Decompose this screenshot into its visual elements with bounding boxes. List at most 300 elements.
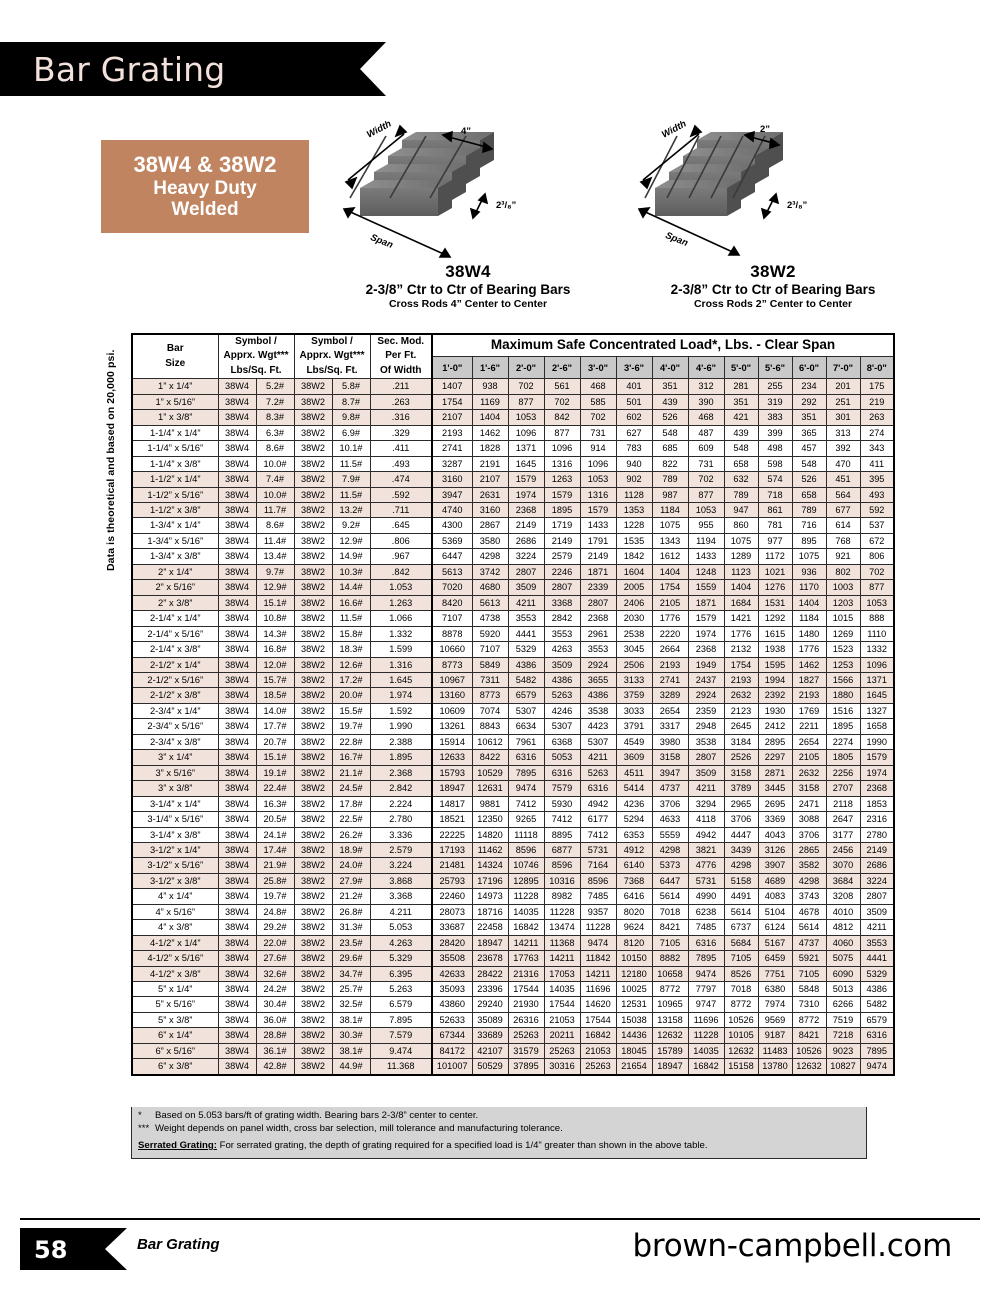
header-span-8: 4'-6" [688,357,724,379]
grating-illustration-38w2-svg [625,118,875,268]
cell-load-span-9: 2132 [724,642,758,657]
cell-symbol-38w2: 38W2 [294,657,332,672]
cell-load-span-2: 23396 [472,982,508,997]
cell-load-span-8: 6238 [688,904,724,919]
cell-load-span-1: 101007 [432,1059,472,1075]
cell-section-modulus: .711 [370,502,432,517]
cell-load-span-6: 21654 [616,1059,652,1075]
cell-load-span-5: 2961 [580,626,616,641]
header-span-7: 4'-0" [652,357,688,379]
cell-load-span-8: 7485 [688,920,724,935]
cell-load-span-8: 4211 [688,781,724,796]
cell-weight-38w4: 22.4# [256,781,294,796]
cell-symbol-38w4: 38W4 [218,750,256,765]
cell-load-span-8: 9474 [688,966,724,981]
cell-load-span-10: 1021 [758,564,792,579]
cell-symbol-38w4: 38W4 [218,1059,256,1075]
cell-load-span-3: 16842 [508,920,544,935]
cell-load-span-11: 1827 [792,672,826,687]
cell-symbol-38w2: 38W2 [294,456,332,471]
cell-load-span-6: 8120 [616,935,652,950]
cell-load-span-13: 1853 [860,796,894,811]
cell-symbol-38w2: 38W2 [294,472,332,487]
table-row [132,518,894,533]
cell-load-span-7: 1776 [652,611,688,626]
cell-load-span-3: 1645 [508,456,544,471]
table-row [132,719,894,734]
cell-load-span-7: 2654 [652,703,688,718]
cell-load-span-9: 421 [724,410,758,425]
cell-load-span-13: 5482 [860,997,894,1012]
cell-load-span-3: 9265 [508,812,544,827]
cell-load-span-7: 13158 [652,1012,688,1027]
page-tab-notch-decoration [105,1228,127,1270]
cell-load-span-1: 2107 [432,410,472,425]
cell-load-span-7: 5559 [652,827,688,842]
cell-load-span-2: 10529 [472,765,508,780]
table-row [132,796,894,811]
cell-load-span-3: 10746 [508,858,544,873]
cell-load-span-3: 2368 [508,502,544,517]
cell-load-span-3: 26316 [508,1012,544,1027]
cell-load-span-13: 343 [860,441,894,456]
cell-load-span-1: 15793 [432,765,472,780]
table-row [132,951,894,966]
cell-load-span-5: 1433 [580,518,616,533]
cell-load-span-1: 6447 [432,549,472,564]
cell-load-span-1: 7107 [432,611,472,626]
cell-load-span-4: 1895 [544,502,580,517]
cell-load-span-4: 17544 [544,997,580,1012]
cell-load-span-11: 1184 [792,611,826,626]
cell-symbol-38w2: 38W2 [294,889,332,904]
cell-load-span-13: 2368 [860,781,894,796]
cell-bar-size: 1-1/2” x 5/16” [132,487,218,502]
cell-load-span-6: 3045 [616,642,652,657]
table-row [132,858,894,873]
cell-load-span-3: 14211 [508,935,544,950]
cell-load-span-7: 526 [652,410,688,425]
cell-load-span-6: 1353 [616,502,652,517]
cell-symbol-38w2: 38W2 [294,410,332,425]
cell-load-span-7: 2741 [652,672,688,687]
cell-symbol-38w2: 38W2 [294,441,332,456]
cell-load-span-10: 383 [758,410,792,425]
cell-weight-38w4: 36.1# [256,1043,294,1058]
cell-weight-38w4: 12.0# [256,657,294,672]
footnote-1-marker: * [138,1110,142,1121]
cell-weight-38w4: 19.1# [256,765,294,780]
cell-load-span-1: 4740 [432,502,472,517]
cell-load-span-1: 28073 [432,904,472,919]
cell-load-span-13: 2807 [860,889,894,904]
cell-load-span-5: 2368 [580,611,616,626]
cell-load-span-2: 1169 [472,394,508,409]
figure-38w2-model: 38W2 [750,262,796,281]
header-span-6: 3'-6" [616,357,652,379]
cell-load-span-4: 3553 [544,626,580,641]
table-row [132,472,894,487]
cell-load-span-9: 1754 [724,657,758,672]
cell-symbol-38w4: 38W4 [218,410,256,425]
cell-symbol-38w2: 38W2 [294,595,332,610]
cell-load-span-4: 6316 [544,765,580,780]
cell-load-span-2: 23678 [472,951,508,966]
cell-symbol-38w4: 38W4 [218,796,256,811]
cell-load-span-4: 8596 [544,858,580,873]
table-row [132,765,894,780]
cell-load-span-2: 14324 [472,858,508,873]
cell-load-span-8: 2924 [688,688,724,703]
cell-load-span-1: 17193 [432,842,472,857]
cell-load-span-4: 2149 [544,533,580,548]
cell-section-modulus: 5.329 [370,951,432,966]
cell-load-span-7: 548 [652,425,688,440]
cell-weight-38w4: 10.8# [256,611,294,626]
cell-load-span-5: 3538 [580,703,616,718]
cell-load-span-6: 10025 [616,982,652,997]
cell-load-span-7: 15789 [652,1043,688,1058]
cell-load-span-6: 2538 [616,626,652,641]
cell-section-modulus: .806 [370,533,432,548]
cell-section-modulus: 1.066 [370,611,432,626]
cell-load-span-13: 806 [860,549,894,564]
cell-load-span-1: 2741 [432,441,472,456]
cell-load-span-4: 4246 [544,703,580,718]
cell-bar-size: 2-1/2” x 5/16” [132,672,218,687]
cell-weight-38w2: 25.7# [332,982,370,997]
cell-section-modulus: 3.336 [370,827,432,842]
cell-bar-size: 3” x 5/16” [132,765,218,780]
cell-load-span-4: 2842 [544,611,580,626]
cell-bar-size: 6” x 1/4” [132,1028,218,1043]
cell-bar-size: 3-1/2” x 5/16” [132,858,218,873]
cell-section-modulus: 9.474 [370,1043,432,1058]
cell-load-span-13: 1974 [860,765,894,780]
cell-load-span-11: 3706 [792,827,826,842]
cell-section-modulus: 1.592 [370,703,432,718]
cell-load-span-8: 3294 [688,796,724,811]
cell-load-span-2: 5613 [472,595,508,610]
cell-load-span-13: 219 [860,394,894,409]
footer-website-url[interactable]: brown-campbell.com [632,1228,952,1264]
cell-load-span-3: 31579 [508,1043,544,1058]
cell-load-span-1: 13160 [432,688,472,703]
table-row [132,889,894,904]
cell-load-span-2: 7311 [472,672,508,687]
cell-load-span-6: 602 [616,410,652,425]
cell-load-span-13: 1110 [860,626,894,641]
cell-load-span-13: 1645 [860,688,894,703]
cell-load-span-8: 11696 [688,1012,724,1027]
cell-load-span-9: 3706 [724,812,758,827]
cell-load-span-10: 977 [758,533,792,548]
cell-load-span-5: 6316 [580,781,616,796]
cell-load-span-10: 4083 [758,889,792,904]
cell-load-span-6: 2030 [616,611,652,626]
cell-load-span-4: 1263 [544,472,580,487]
cell-weight-38w2: 17.8# [332,796,370,811]
figure-38w2-caption [618,262,928,310]
cell-load-span-9: 15158 [724,1059,758,1075]
cell-load-span-5: 1579 [580,502,616,517]
cell-bar-size: 1-1/4” x 3/8” [132,456,218,471]
cell-load-span-4: 14211 [544,951,580,966]
cell-weight-38w4: 29.2# [256,920,294,935]
product-models-label: 38W4 & 38W2 [133,151,277,177]
header-span-1: 1'-0" [432,357,472,379]
cell-load-span-9: 2193 [724,672,758,687]
cell-symbol-38w4: 38W4 [218,719,256,734]
table-row [132,904,894,919]
cell-symbol-38w2: 38W2 [294,827,332,842]
cell-load-span-8: 2807 [688,750,724,765]
cell-load-span-7: 5373 [652,858,688,873]
cell-load-span-12: 5013 [826,982,860,997]
cell-load-span-9: 7105 [724,951,758,966]
cell-bar-size: 2-1/4” x 1/4” [132,611,218,626]
header-max-safe-load-group: Maximum Safe Concentrated Load*, Lbs. - Clear Span [432,334,894,357]
figure-38w2-span-label: Span [663,230,690,249]
cell-load-span-9: 2965 [724,796,758,811]
cell-weight-38w4: 16.3# [256,796,294,811]
cell-load-span-7: 2664 [652,642,688,657]
cell-load-span-11: 895 [792,533,826,548]
cell-symbol-38w4: 38W4 [218,1043,256,1058]
side-note-theoretical-data: Data is theoretical and based on 20,000 psi. [105,349,117,571]
cell-load-span-9: 439 [724,425,758,440]
cell-section-modulus: .645 [370,518,432,533]
cell-bar-size: 3-1/4” x 5/16” [132,812,218,827]
cell-bar-size: 2” x 1/4” [132,564,218,579]
cell-load-span-7: 3947 [652,765,688,780]
cell-load-span-11: 1170 [792,580,826,595]
cell-bar-size: 1-3/4” x 1/4” [132,518,218,533]
table-row [132,611,894,626]
cell-load-span-10: 781 [758,518,792,533]
cell-load-span-13: 1327 [860,703,894,718]
cell-load-span-10: 1994 [758,672,792,687]
cell-symbol-38w4: 38W4 [218,997,256,1012]
cell-load-span-7: 351 [652,379,688,394]
cell-weight-38w4: 8.6# [256,441,294,456]
cell-load-span-12: 470 [826,456,860,471]
footnote-serrated-label: Serrated Grating: [138,1139,217,1151]
cell-load-span-7: 685 [652,441,688,456]
cell-load-span-5: 11842 [580,951,616,966]
cell-load-span-3: 14035 [508,904,544,919]
cell-bar-size: 3-1/4” x 1/4” [132,796,218,811]
cell-weight-38w2: 5.8# [332,379,370,394]
cell-load-span-10: 2392 [758,688,792,703]
cell-load-span-11: 3743 [792,889,826,904]
header-span-10: 5'-6" [758,357,792,379]
cell-load-span-5: 1096 [580,456,616,471]
cell-bar-size: 4” x 3/8” [132,920,218,935]
cell-load-span-13: 5329 [860,966,894,981]
cell-load-span-12: 1805 [826,750,860,765]
cell-load-span-1: 8420 [432,595,472,610]
safe-load-table [131,333,895,1076]
cell-bar-size: 2-3/4” x 3/8” [132,734,218,749]
cell-load-span-6: 12531 [616,997,652,1012]
cell-load-span-2: 2867 [472,518,508,533]
cell-load-span-4: 2246 [544,564,580,579]
cell-load-span-10: 6124 [758,920,792,935]
cell-load-span-7: 3289 [652,688,688,703]
cell-symbol-38w2: 38W2 [294,642,332,657]
cell-load-span-5: 4386 [580,688,616,703]
cell-load-span-2: 8422 [472,750,508,765]
cell-load-span-5: 2807 [580,595,616,610]
cell-load-span-6: 401 [616,379,652,394]
cell-weight-38w2: 16.7# [332,750,370,765]
cell-load-span-8: 955 [688,518,724,533]
cell-load-span-2: 1828 [472,441,508,456]
cell-load-span-11: 1480 [792,626,826,641]
cell-weight-38w4: 14.0# [256,703,294,718]
cell-load-span-11: 4737 [792,935,826,950]
cell-section-modulus: 4.211 [370,904,432,919]
cell-weight-38w2: 17.2# [332,672,370,687]
cell-symbol-38w2: 38W2 [294,966,332,981]
cell-load-span-5: 17544 [580,1012,616,1027]
table-row [132,873,894,888]
cell-load-span-6: 18045 [616,1043,652,1058]
cell-load-span-6: 14436 [616,1028,652,1043]
cell-load-span-8: 4776 [688,858,724,873]
cell-load-span-13: 1332 [860,642,894,657]
cell-load-span-8: 2948 [688,719,724,734]
table-row [132,997,894,1012]
footnote-2 [138,1123,860,1136]
cell-load-span-5: 702 [580,410,616,425]
cell-load-span-3: 877 [508,394,544,409]
cell-load-span-10: 598 [758,456,792,471]
cell-load-span-8: 1053 [688,502,724,517]
cell-section-modulus: 2.388 [370,734,432,749]
cell-load-span-4: 5053 [544,750,580,765]
cell-load-span-3: 2807 [508,564,544,579]
cell-load-span-6: 7368 [616,873,652,888]
table-body [132,379,894,1075]
cell-load-span-12: 768 [826,533,860,548]
cell-load-span-1: 5613 [432,564,472,579]
cell-symbol-38w2: 38W2 [294,796,332,811]
cell-weight-38w2: 10.1# [332,441,370,456]
cell-load-span-10: 9187 [758,1028,792,1043]
cell-load-span-3: 11118 [508,827,544,842]
cell-load-span-1: 1407 [432,379,472,394]
grating-figure-38w4 [330,118,600,268]
cell-load-span-2: 5849 [472,657,508,672]
cell-weight-38w4: 22.0# [256,935,294,950]
cell-symbol-38w2: 38W2 [294,1028,332,1043]
grating-illustration-38w4-svg [330,118,600,268]
cell-section-modulus: .493 [370,456,432,471]
cell-load-span-7: 5614 [652,889,688,904]
cell-load-span-10: 1276 [758,580,792,595]
cell-load-span-9: 4298 [724,858,758,873]
cell-bar-size: 1-3/4” x 3/8” [132,549,218,564]
cell-load-span-9: 947 [724,502,758,517]
cell-load-span-6: 12180 [616,966,652,981]
table-row [132,688,894,703]
page-header-banner [0,42,360,96]
cell-load-span-7: 1404 [652,564,688,579]
cell-load-span-12: 6266 [826,997,860,1012]
cell-load-span-12: 564 [826,487,860,502]
cell-load-span-2: 5920 [472,626,508,641]
cell-load-span-2: 8773 [472,688,508,703]
cell-load-span-8: 2359 [688,703,724,718]
cell-load-span-12: 614 [826,518,860,533]
cell-symbol-38w2: 38W2 [294,765,332,780]
cell-load-span-5: 7412 [580,827,616,842]
cell-load-span-9: 8772 [724,997,758,1012]
cell-load-span-10: 498 [758,441,792,456]
cell-load-span-11: 2193 [792,688,826,703]
table-row [132,750,894,765]
cell-load-span-13: 877 [860,580,894,595]
header-span-4: 2'-6" [544,357,580,379]
cell-load-span-13: 1096 [860,657,894,672]
cell-weight-38w4: 20.7# [256,734,294,749]
cell-load-span-12: 10827 [826,1059,860,1075]
cell-load-span-11: 1075 [792,549,826,564]
cell-load-span-12: 3684 [826,873,860,888]
cell-load-span-2: 11462 [472,842,508,857]
cell-load-span-3: 4441 [508,626,544,641]
cell-load-span-8: 3821 [688,842,724,857]
cell-load-span-5: 3655 [580,672,616,687]
cell-load-span-6: 4549 [616,734,652,749]
cell-symbol-38w4: 38W4 [218,688,256,703]
cell-weight-38w2: 20.0# [332,688,370,703]
cell-load-span-4: 6877 [544,842,580,857]
cell-load-span-9: 3184 [724,734,758,749]
cell-load-span-4: 842 [544,410,580,425]
cell-load-span-3: 702 [508,379,544,394]
cell-load-span-3: 11228 [508,889,544,904]
cell-load-span-5: 14211 [580,966,616,981]
cell-symbol-38w2: 38W2 [294,951,332,966]
cell-load-span-10: 1172 [758,549,792,564]
cell-load-span-7: 3317 [652,719,688,734]
cell-load-span-13: 2780 [860,827,894,842]
cell-weight-38w4: 20.5# [256,812,294,827]
cell-bar-size: 2” x 5/16” [132,580,218,595]
cell-weight-38w2: 12.9# [332,533,370,548]
figure-38w2-cross-rods: Cross Rods 2” Center to Center [693,297,853,310]
cell-load-span-3: 21316 [508,966,544,981]
table-row [132,1012,894,1027]
cell-section-modulus: .263 [370,394,432,409]
cell-load-span-1: 14817 [432,796,472,811]
cell-section-modulus: 1.316 [370,657,432,672]
cell-load-span-12: 1015 [826,611,860,626]
cell-symbol-38w2: 38W2 [294,1012,332,1027]
cell-load-span-2: 7107 [472,642,508,657]
cell-load-span-1: 42633 [432,966,472,981]
cell-load-span-10: 1531 [758,595,792,610]
cell-load-span-9: 3439 [724,842,758,857]
cell-load-span-3: 2686 [508,533,544,548]
cell-weight-38w2: 30.3# [332,1028,370,1043]
cell-load-span-9: 10526 [724,1012,758,1027]
cell-load-span-6: 783 [616,441,652,456]
cell-weight-38w4: 16.8# [256,642,294,657]
